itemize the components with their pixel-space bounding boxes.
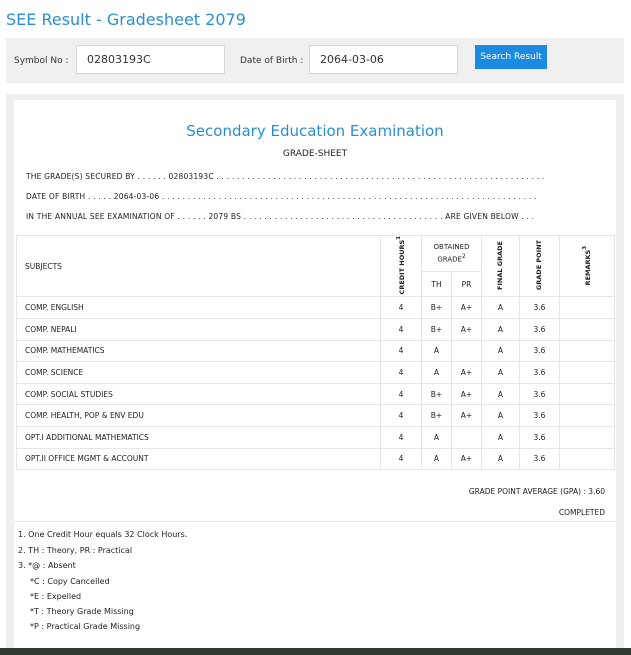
- th-grade-cell: A: [422, 362, 452, 384]
- header-credit-hours: CREDIT HOURS$^1$: [381, 236, 422, 297]
- symbol-label: Symbol No :: [14, 56, 69, 66]
- credit-cell: 4: [381, 297, 422, 319]
- dob-input[interactable]: 2064-03-06: [309, 45, 458, 74]
- remarks-cell: [560, 405, 615, 427]
- th-grade-cell: B+: [422, 383, 452, 405]
- credit-cell: 4: [381, 448, 422, 470]
- exam-line: IN THE ANNUAL SEE EXAMINATION OF . . . . . . 2079 BS . . . . . . . . . . . . . . . . . . . . . . . . . . . . . . . . . . . . . . . ARE GIVEN BELOW . . .: [26, 212, 535, 221]
- divider: [14, 521, 616, 522]
- credit-cell: 4: [381, 427, 422, 449]
- pr-grade-cell: A+: [452, 297, 482, 319]
- credit-cell: 4: [381, 340, 422, 362]
- grade-point-cell: 3.6: [520, 340, 560, 362]
- page-title: SEE Result - Gradesheet 2079: [6, 10, 246, 29]
- subject-cell: OPT.II OFFICE MGMT & ACCOUNT: [17, 448, 381, 470]
- subject-cell: COMP. SOCIAL STUDIES: [17, 383, 381, 405]
- grade-point-cell: 3.6: [520, 297, 560, 319]
- pr-grade-cell: [452, 427, 482, 449]
- remarks-cell: [560, 383, 615, 405]
- final-grade-cell: A: [482, 383, 520, 405]
- subject-cell: OPT.I ADDITIONAL MATHEMATICS: [17, 427, 381, 449]
- remarks-cell: [560, 448, 615, 470]
- subject-cell: COMP. NEPALI: [17, 319, 381, 341]
- credit-cell: 4: [381, 319, 422, 341]
- remarks-cell: [560, 427, 615, 449]
- th-grade-cell: A: [422, 340, 452, 362]
- th-grade-cell: B+: [422, 405, 452, 427]
- final-grade-cell: A: [482, 340, 520, 362]
- remarks-cell: [560, 362, 615, 384]
- pr-grade-cell: A+: [452, 362, 482, 384]
- final-grade-cell: A: [482, 405, 520, 427]
- grade-point-cell: 3.6: [520, 383, 560, 405]
- table-row: [17, 405, 615, 427]
- table-row: [17, 383, 615, 405]
- table-row: [17, 448, 615, 470]
- pr-grade-cell: [452, 340, 482, 362]
- credit-cell: 4: [381, 405, 422, 427]
- remarks-cell: [560, 319, 615, 341]
- header-obtained-grade: OBTAINED GRADE$^2$: [422, 236, 482, 272]
- note-theory-missing: *T : Theory Grade Missing: [30, 607, 134, 616]
- note-copy-cancelled: *C : Copy Cancelled: [30, 577, 110, 586]
- note-expelled: *E : Expelled: [30, 592, 82, 601]
- header-subjects: SUBJECTS: [17, 236, 381, 297]
- grade-point-cell: 3.6: [520, 448, 560, 470]
- remarks-cell: [560, 340, 615, 362]
- search-bar: [6, 38, 624, 83]
- dob-line: DATE OF BIRTH . . . . . 2064-03-06 . . . . . . . . . . . . . . . . . . . . . . . . . . . . . . . . . . . . . . . . . . . . . . . . . . . . . . . . . . . . . . . . . . . . . . . . .: [26, 192, 537, 201]
- header-th: TH: [422, 272, 452, 297]
- header-pr: PR: [452, 272, 482, 297]
- pr-grade-cell: A+: [452, 319, 482, 341]
- header-remarks: REMARKS$^3$: [560, 236, 615, 297]
- table-row: [17, 427, 615, 449]
- exam-title: Secondary Education Examination: [186, 122, 444, 140]
- th-grade-cell: B+: [422, 319, 452, 341]
- credit-cell: 4: [381, 383, 422, 405]
- th-grade-cell: A: [422, 448, 452, 470]
- final-grade-cell: A: [482, 427, 520, 449]
- status-badge: COMPLETED: [558, 508, 605, 517]
- note-th-pr: 2. TH : Theory, PR : Practical: [18, 546, 133, 555]
- note-practical-missing: *P : Practical Grade Missing: [30, 622, 141, 631]
- pr-grade-cell: A+: [452, 448, 482, 470]
- table-row: [17, 362, 615, 384]
- th-grade-cell: A: [422, 427, 452, 449]
- note-credit-hour: 1. One Credit Hour equals 32 Clock Hours.: [18, 530, 188, 539]
- grade-point-cell: 3.6: [520, 362, 560, 384]
- subject-cell: COMP. SCIENCE: [17, 362, 381, 384]
- final-grade-cell: A: [482, 297, 520, 319]
- header-final-grade: FINAL GRADE: [482, 236, 520, 297]
- note-absent: 3. *@ : Absent: [18, 561, 76, 570]
- subject-cell: COMP. MATHEMATICS: [17, 340, 381, 362]
- footer-strip: [0, 648, 631, 655]
- grade-point-cell: 3.6: [520, 427, 560, 449]
- grade-table: [16, 235, 615, 470]
- table-row: [17, 297, 615, 319]
- subject-cell: COMP. ENGLISH: [17, 297, 381, 319]
- table-row: [17, 319, 615, 341]
- remarks-cell: [560, 297, 615, 319]
- final-grade-cell: A: [482, 319, 520, 341]
- secured-by-line: THE GRADE(S) SECURED BY . . . . . . 02803193C . . . . . . . . . . . . . . . . . . . . . . . . . . . . . . . . . . . . . . . . . . . . . . . . . . . . . . . . . . . . . . . .: [26, 172, 545, 181]
- subject-cell: COMP. HEALTH, POP & ENV EDU: [17, 405, 381, 427]
- gpa-value: GRADE POINT AVERAGE (GPA) : 3.60: [468, 487, 605, 496]
- grade-point-cell: 3.6: [520, 319, 560, 341]
- header-grade-point: GRADE POINT: [520, 236, 560, 297]
- dob-label: Date of Birth :: [240, 56, 304, 66]
- th-grade-cell: B+: [422, 297, 452, 319]
- search-result-button[interactable]: Search Result: [475, 45, 547, 69]
- final-grade-cell: A: [482, 448, 520, 470]
- symbol-input[interactable]: 02803193C: [76, 45, 225, 74]
- gradesheet-title: GRADE-SHEET: [282, 149, 348, 159]
- grade-point-cell: 3.6: [520, 405, 560, 427]
- pr-grade-cell: A+: [452, 383, 482, 405]
- gradesheet: [14, 100, 616, 655]
- pr-grade-cell: A+: [452, 405, 482, 427]
- final-grade-cell: A: [482, 362, 520, 384]
- table-row: [17, 340, 615, 362]
- credit-cell: 4: [381, 362, 422, 384]
- gradesheet-container: [6, 94, 624, 655]
